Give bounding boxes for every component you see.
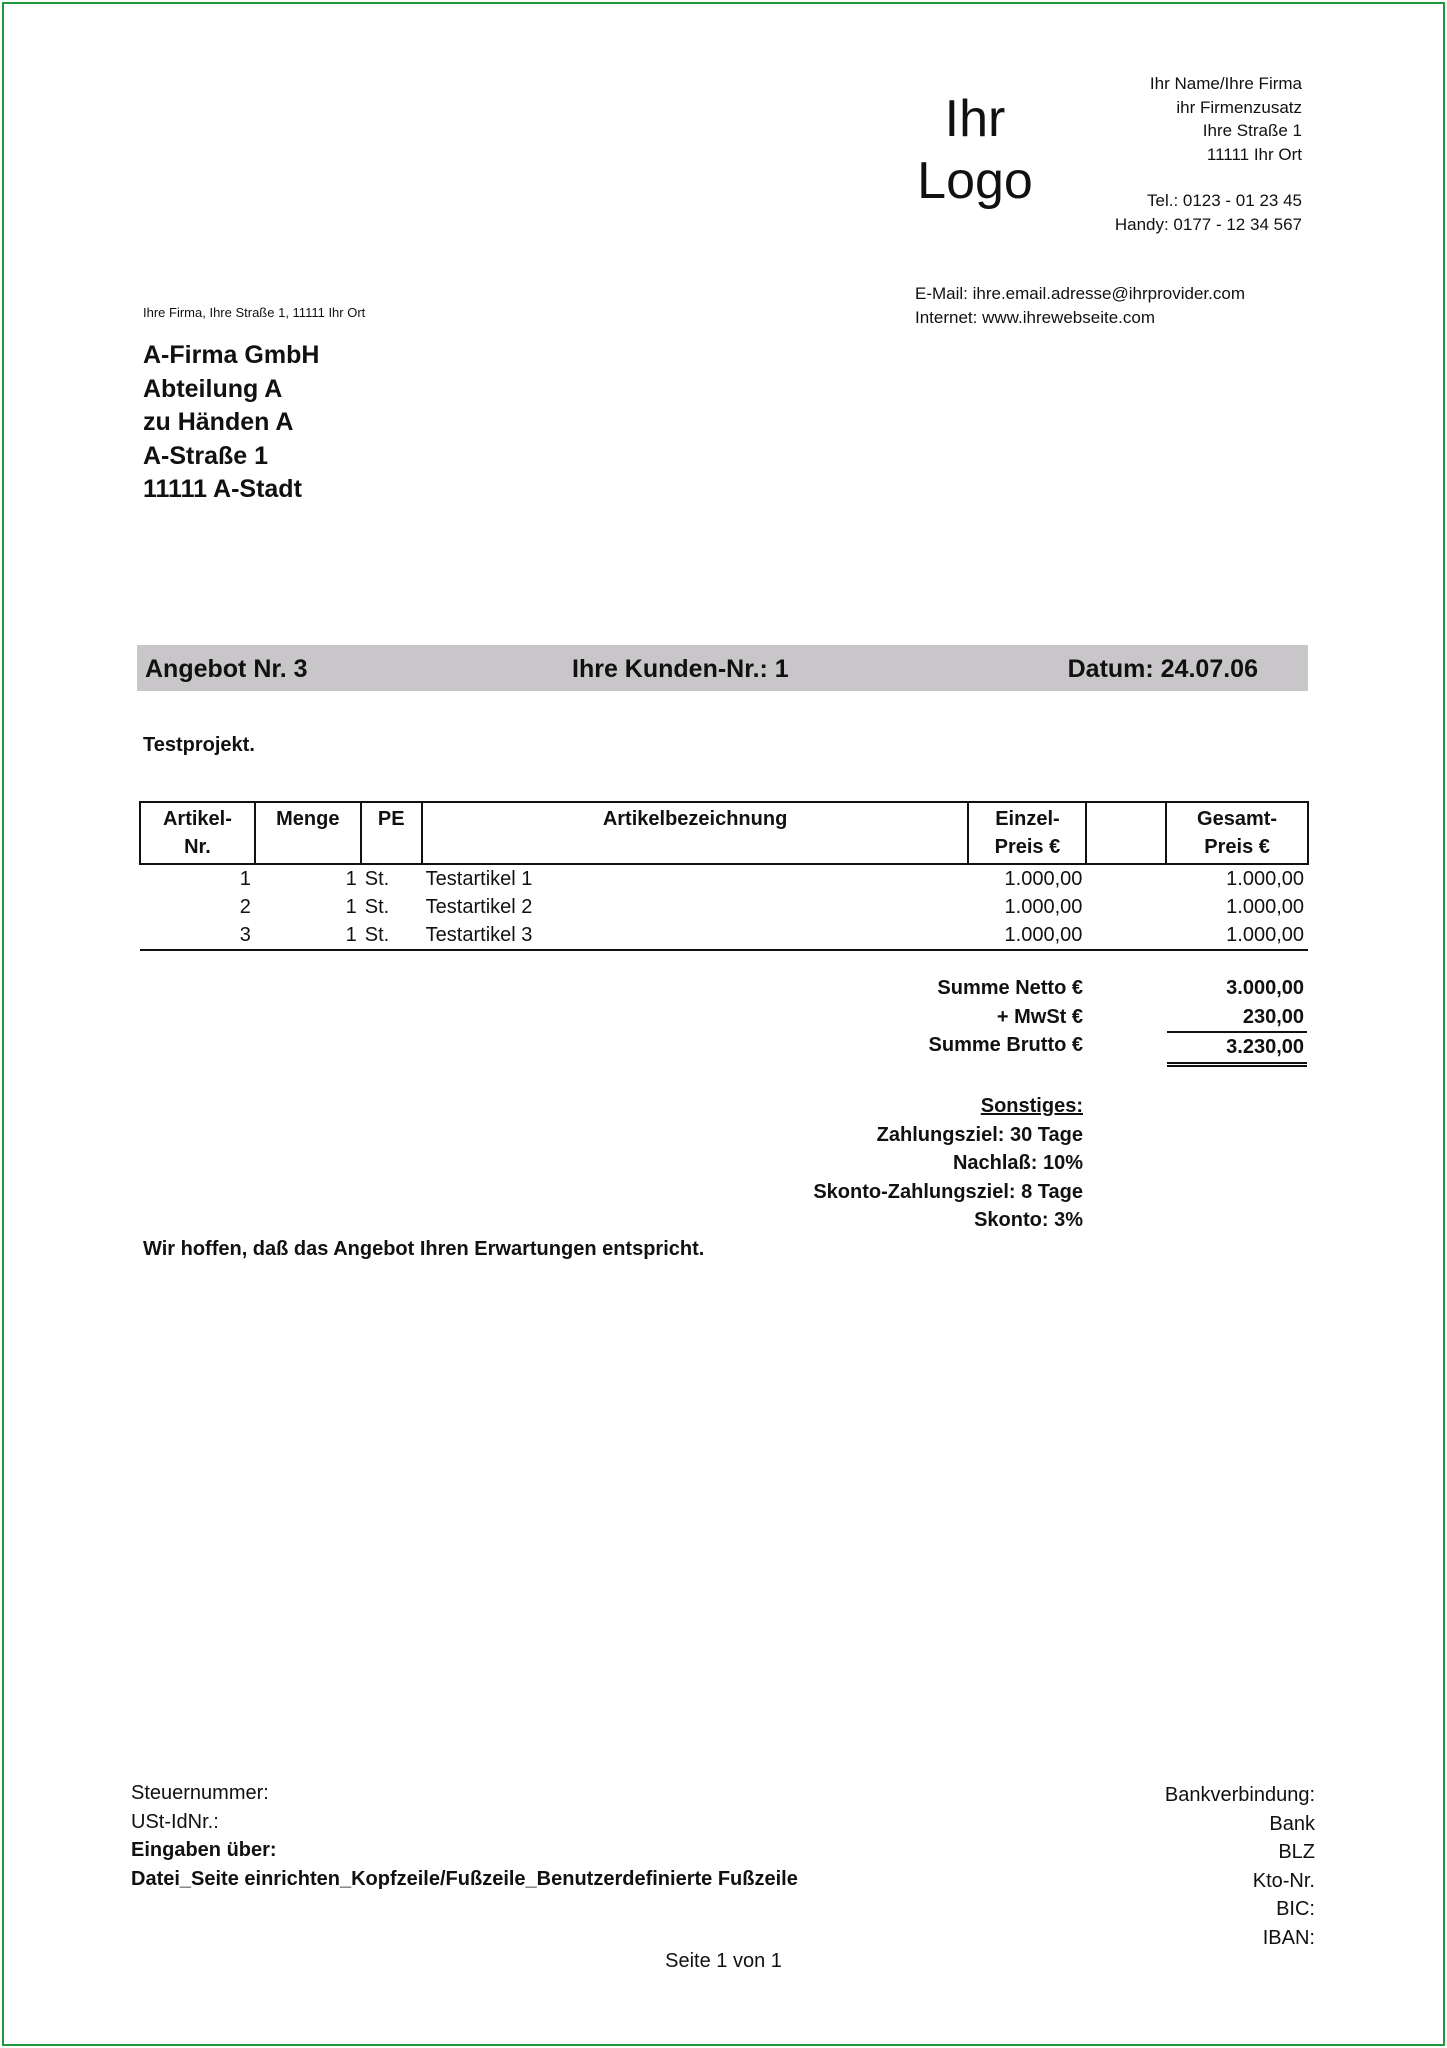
bank-iban: IBAN: <box>1262 1926 1315 1949</box>
bank-account: Kto-Nr. <box>1252 1869 1315 1892</box>
cell-qty: 1 <box>345 868 357 890</box>
input-via: Eingaben über: <box>131 1839 277 1861</box>
sender-city: 11111 Ihr Ort <box>1206 144 1302 164</box>
return-address-line: Ihre Firma, Ihre Straße 1, 11111 Ihr Ort <box>143 305 366 320</box>
logo-placeholder <box>900 88 1050 212</box>
cell-unit: St. <box>361 921 422 950</box>
project-title: Testprojekt. <box>143 734 255 756</box>
cell-desc: Testartikel 3 <box>422 921 969 950</box>
col-quantity: Menge <box>255 802 361 864</box>
cell-no: 1 <box>239 868 251 890</box>
logo-line-1: Ihr <box>944 90 1006 148</box>
gross-total-value: 3.230,00 <box>1167 1033 1307 1067</box>
misc-heading: Sonstiges: <box>980 1095 1083 1117</box>
sender-mobile: Handy: 0177 - 12 34 567 <box>1114 214 1302 234</box>
footer-right <box>1165 1781 1315 1952</box>
net-total-label: Summe Netto € <box>937 977 1083 999</box>
items-table <box>139 801 1309 951</box>
offer-date: Datum: 24.07.06 <box>1067 655 1258 683</box>
offer-header-bar <box>137 645 1308 691</box>
page-number: Seite 1 von 1 <box>665 1950 782 1972</box>
cell-desc: Testartikel 1 <box>425 868 533 890</box>
contact-block <box>915 282 1245 329</box>
contact-email: E-Mail: ihre.email.adresse@ihrprovider.com <box>915 284 1245 303</box>
cell-qty: 1 <box>345 896 357 918</box>
sender-name: Ihr Name/Ihre Firma <box>1149 74 1302 93</box>
recipient-address <box>143 339 319 507</box>
cell-unit: St. <box>364 868 390 890</box>
table-header-row <box>140 802 1308 864</box>
table-row <box>140 864 1308 893</box>
cell-no: 2 <box>239 896 251 918</box>
cell-unit-price: 1.000,00 <box>1004 868 1083 890</box>
recipient-line-1: A-Firma GmbH <box>143 341 320 369</box>
vat-id: USt-IdNr.: <box>131 1810 219 1833</box>
cell-unit-price: 1.000,00 <box>968 921 1086 950</box>
col-description: Artikelbezeichnung <box>422 802 969 864</box>
customer-number: Ihre Kunden-Nr.: 1 <box>572 655 789 683</box>
recipient-line-4: A-Straße 1 <box>143 441 269 470</box>
cell-desc: Testartikel 2 <box>425 896 533 918</box>
contact-web: Internet: www.ihrewebseite.com <box>915 307 1155 327</box>
cell-unit: St. <box>364 896 390 918</box>
vat-label: + MwSt € <box>996 1005 1083 1028</box>
sender-street: Ihre Straße 1 <box>1202 121 1302 140</box>
bank-bic: BIC: <box>1276 1898 1315 1920</box>
cell-qty: 1 <box>255 921 361 950</box>
totals-values <box>1167 974 1307 1067</box>
table-row <box>140 921 1308 950</box>
cell-unit-price: 1.000,00 <box>1004 896 1083 918</box>
totals-labels <box>929 974 1083 1060</box>
payment-term: Zahlungsziel: 30 Tage <box>876 1123 1083 1146</box>
col-unit-price: Einzel- Preis € <box>968 802 1086 864</box>
col-total-price: Gesamt- Preis € <box>1166 802 1308 864</box>
col-unit: PE <box>361 802 422 864</box>
misc-terms <box>813 1092 1083 1235</box>
bank-blz: BLZ <box>1278 1841 1315 1863</box>
logo-line-2: Logo <box>917 152 1033 210</box>
cell-total: 1.000,00 <box>1226 868 1304 890</box>
cell-no: 3 <box>140 921 255 950</box>
tax-number: Steuernummer: <box>131 1782 269 1804</box>
gross-total-label: Summe Brutto € <box>928 1034 1083 1056</box>
cell-total: 1.000,00 <box>1226 896 1304 918</box>
sender-suffix: ihr Firmenzusatz <box>1176 97 1302 117</box>
sender-block <box>1115 72 1302 236</box>
skonto: Skonto: 3% <box>974 1209 1083 1231</box>
skonto-term: Skonto-Zahlungsziel: 8 Tage <box>813 1180 1083 1203</box>
discount: Nachlaß: 10% <box>952 1152 1083 1174</box>
net-total-value: 3.000,00 <box>1226 977 1304 999</box>
recipient-line-5: 11111 A-Stadt <box>143 475 302 503</box>
input-path: Datei_Seite einrichten_Kopfzeile/Fußzeile_Benutzerdefinierte Fußzeile <box>131 1867 798 1890</box>
table-row <box>140 893 1308 921</box>
bank-name: Bank <box>1269 1812 1315 1835</box>
offer-number: Angebot Nr. 3 <box>145 655 308 683</box>
recipient-line-2: Abteilung A <box>143 374 283 403</box>
recipient-line-3: zu Händen A <box>143 408 294 436</box>
sender-phone: Tel.: 0123 - 01 23 45 <box>1146 191 1302 210</box>
bank-heading: Bankverbindung: <box>1164 1784 1315 1806</box>
col-article-no: Artikel- Nr. <box>140 802 255 864</box>
vat-value: 230,00 <box>1167 1003 1307 1034</box>
col-blank <box>1086 802 1166 864</box>
closing-sentence: Wir hoffen, daß das Angebot Ihren Erwartungen entspricht. <box>143 1238 705 1260</box>
cell-total: 1.000,00 <box>1166 921 1308 950</box>
footer-left <box>131 1779 798 1893</box>
